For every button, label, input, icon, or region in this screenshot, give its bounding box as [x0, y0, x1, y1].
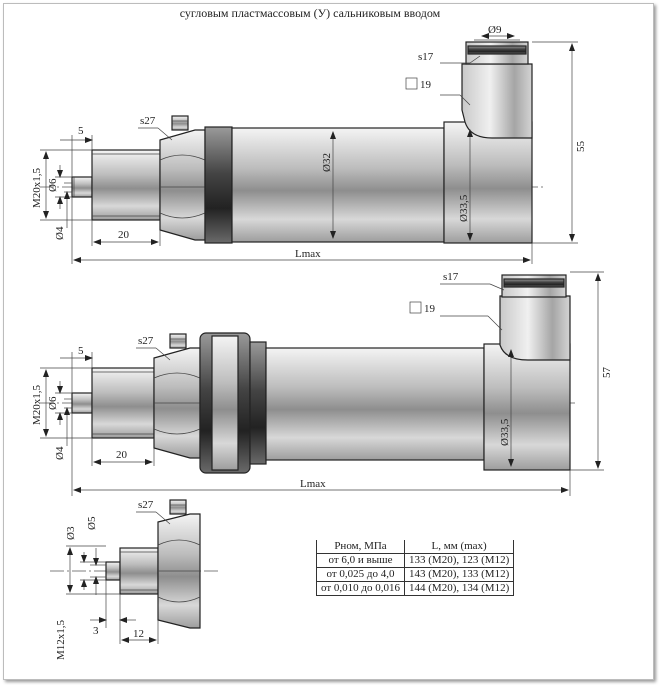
- v3-l12-label: 12: [133, 628, 144, 640]
- table-cell: 143 (M20), 133 (M12): [405, 568, 514, 582]
- v1-d32-label: Ø32: [321, 153, 333, 172]
- v2-d4-label: Ø4: [54, 446, 66, 460]
- drawing-caption: сугловым пластмассовым (У) сальниковым вводом: [179, 6, 441, 20]
- table-header-cell: Рном, МПа: [317, 540, 405, 554]
- v2-sq19-label: 19: [424, 303, 435, 315]
- v1-sq19-label: 19: [420, 79, 431, 91]
- table-header-row: [317, 540, 514, 554]
- v1-s17-label: s17: [418, 51, 434, 63]
- v1-d335-label: Ø33,5: [458, 194, 470, 222]
- v2-thread-label: M20x1,5: [31, 384, 43, 425]
- v3-s27-label: s27: [138, 499, 154, 511]
- v2-s17-label: s17: [443, 271, 459, 283]
- table-cell: от 6,0 и выше: [317, 554, 405, 568]
- view-2: [31, 271, 613, 496]
- table-header-cell: L, мм (max): [405, 540, 514, 554]
- v2-d6-label: Ø6: [47, 396, 59, 410]
- view-1: [31, 24, 587, 264]
- v3-d3-label: Ø3: [65, 526, 77, 540]
- table-cell: от 0,025 до 4,0: [317, 568, 405, 582]
- table-cell: 144 (M20), 134 (M12): [405, 582, 514, 596]
- v1-d9-label: Ø9: [488, 24, 502, 36]
- v1-thread-label: M20x1,5: [31, 167, 43, 208]
- v2-h57-label: 57: [601, 367, 613, 378]
- table-cell: от 0,010 до 0,016: [317, 582, 405, 596]
- v1-s27-label: s27: [140, 115, 156, 127]
- table-cell: 133 (M20), 123 (M12): [405, 554, 514, 568]
- table-row: [317, 582, 514, 596]
- table-row: [317, 568, 514, 582]
- v1-l5-label: 5: [78, 125, 84, 137]
- v2-l5-label: 5: [78, 345, 84, 357]
- v3-thread-label: M12x1,5: [55, 619, 67, 660]
- v1-d4-label: Ø4: [54, 226, 66, 240]
- v2-d335-label: Ø33,5: [499, 418, 511, 446]
- pressure-length-table: [316, 540, 514, 596]
- v1-d6-label: Ø6: [47, 178, 59, 192]
- v3-l3-label: 3: [93, 625, 99, 637]
- v2-s27-label: s27: [138, 335, 154, 347]
- v1-h55-label: 55: [575, 141, 587, 152]
- view-3: [50, 499, 220, 660]
- v2-lmax-label: Lmax: [300, 478, 326, 490]
- v1-l20-label: 20: [118, 229, 129, 241]
- v1-lmax-label: Lmax: [295, 248, 321, 260]
- table-row: [317, 554, 514, 568]
- v3-d5-label: Ø5: [86, 516, 98, 530]
- v2-l20-label: 20: [116, 449, 127, 461]
